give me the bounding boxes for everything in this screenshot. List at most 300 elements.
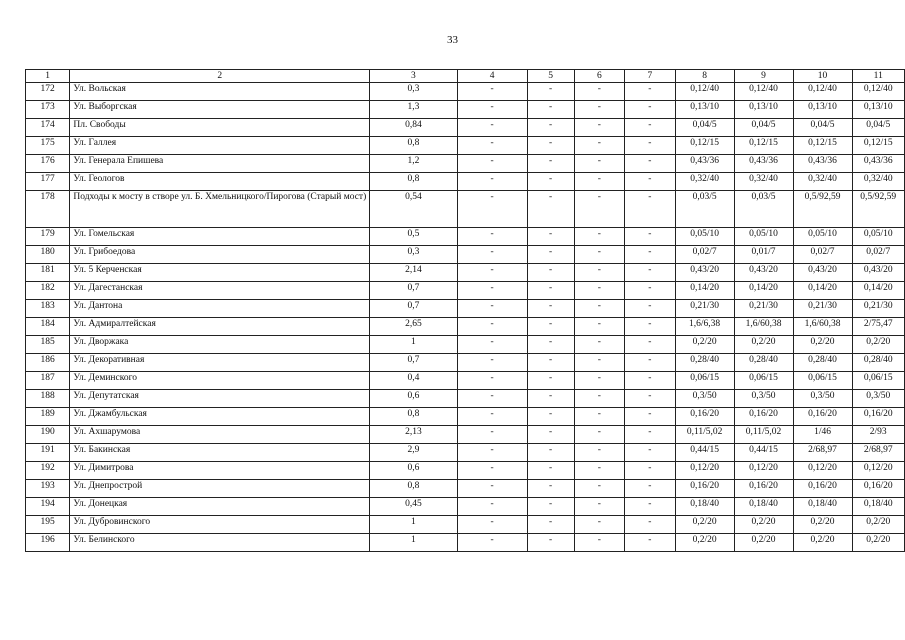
col10-cell: 2/68,97	[793, 444, 852, 462]
col11-cell: 0,04/5	[852, 119, 905, 137]
length-cell: 0,5	[370, 228, 457, 246]
col6-cell: -	[574, 516, 625, 534]
col11-cell: 0,14/20	[852, 282, 905, 300]
table-row	[26, 155, 905, 173]
col9-cell: 0,06/15	[734, 372, 793, 390]
column-header: 2	[70, 70, 370, 83]
col4-cell: -	[457, 228, 527, 246]
column-header: 9	[734, 70, 793, 83]
col9-cell: 0,01/7	[734, 246, 793, 264]
col9-cell: 0,16/20	[734, 480, 793, 498]
col10-cell: 0,2/20	[793, 516, 852, 534]
col4-cell: -	[457, 408, 527, 426]
col10-cell: 0,5/92,59	[793, 191, 852, 228]
row-number-cell: 174	[26, 119, 70, 137]
row-number-cell: 190	[26, 426, 70, 444]
col10-cell: 0,13/10	[793, 101, 852, 119]
length-cell: 0,4	[370, 372, 457, 390]
col10-cell: 0,12/20	[793, 462, 852, 480]
col7-cell: -	[625, 372, 676, 390]
col8-cell: 0,06/15	[675, 372, 734, 390]
col10-cell: 0,12/15	[793, 137, 852, 155]
col7-cell: -	[625, 480, 676, 498]
col8-cell: 0,2/20	[675, 534, 734, 552]
col6-cell: -	[574, 119, 625, 137]
col8-cell: 0,18/40	[675, 498, 734, 516]
row-number-cell: 195	[26, 516, 70, 534]
col6-cell: -	[574, 155, 625, 173]
col9-cell: 0,3/50	[734, 390, 793, 408]
col7-cell: -	[625, 534, 676, 552]
table-row	[26, 119, 905, 137]
col5-cell: -	[527, 516, 574, 534]
col5-cell: -	[527, 191, 574, 228]
row-number-cell: 196	[26, 534, 70, 552]
col11-cell: 0,43/20	[852, 264, 905, 282]
col6-cell: -	[574, 137, 625, 155]
length-cell: 2,9	[370, 444, 457, 462]
row-number-cell: 192	[26, 462, 70, 480]
col4-cell: -	[457, 534, 527, 552]
col10-cell: 0,2/20	[793, 534, 852, 552]
col6-cell: -	[574, 282, 625, 300]
col9-cell: 0,14/20	[734, 282, 793, 300]
col9-cell: 0,03/5	[734, 191, 793, 228]
col6-cell: -	[574, 300, 625, 318]
col7-cell: -	[625, 246, 676, 264]
col7-cell: -	[625, 498, 676, 516]
table-row	[26, 372, 905, 390]
col7-cell: -	[625, 101, 676, 119]
column-header: 11	[852, 70, 905, 83]
col4-cell: -	[457, 282, 527, 300]
street-name-cell: Ул. Адмиралтейская	[70, 318, 370, 336]
col10-cell: 0,05/10	[793, 228, 852, 246]
col4-cell: -	[457, 426, 527, 444]
col4-cell: -	[457, 155, 527, 173]
col9-cell: 0,12/40	[734, 83, 793, 101]
length-cell: 0,6	[370, 462, 457, 480]
col5-cell: -	[527, 462, 574, 480]
col10-cell: 0,21/30	[793, 300, 852, 318]
col6-cell: -	[574, 173, 625, 191]
length-cell: 0,84	[370, 119, 457, 137]
col10-cell: 1,6/60,38	[793, 318, 852, 336]
col4-cell: -	[457, 498, 527, 516]
col9-cell: 0,12/15	[734, 137, 793, 155]
col4-cell: -	[457, 101, 527, 119]
table-row	[26, 191, 905, 228]
row-number-cell: 183	[26, 300, 70, 318]
col11-cell: 0,3/50	[852, 390, 905, 408]
col4-cell: -	[457, 462, 527, 480]
street-name-cell: Ул. Грибоедова	[70, 246, 370, 264]
col11-cell: 0,16/20	[852, 408, 905, 426]
col5-cell: -	[527, 228, 574, 246]
col4-cell: -	[457, 137, 527, 155]
column-header: 1	[26, 70, 70, 83]
length-cell: 0,3	[370, 83, 457, 101]
col6-cell: -	[574, 336, 625, 354]
col11-cell: 0,12/40	[852, 83, 905, 101]
row-number-cell: 188	[26, 390, 70, 408]
street-name-cell: Ул. Бакинская	[70, 444, 370, 462]
table-row	[26, 228, 905, 246]
street-name-cell: Ул. Выборгская	[70, 101, 370, 119]
col7-cell: -	[625, 354, 676, 372]
col10-cell: 0,43/36	[793, 155, 852, 173]
street-name-cell: Ул. Гомельская	[70, 228, 370, 246]
col11-cell: 2/93	[852, 426, 905, 444]
col6-cell: -	[574, 83, 625, 101]
col6-cell: -	[574, 318, 625, 336]
col4-cell: -	[457, 480, 527, 498]
street-name-cell: Ул. Дантона	[70, 300, 370, 318]
page-number: 33	[447, 34, 458, 46]
table-row	[26, 137, 905, 155]
col7-cell: -	[625, 318, 676, 336]
column-header: 5	[527, 70, 574, 83]
col7-cell: -	[625, 444, 676, 462]
col11-cell: 2/75,47	[852, 318, 905, 336]
col11-cell: 0,13/10	[852, 101, 905, 119]
table-row	[26, 83, 905, 101]
col4-cell: -	[457, 516, 527, 534]
street-name-cell: Ул. Дагестанская	[70, 282, 370, 300]
col8-cell: 0,16/20	[675, 480, 734, 498]
col5-cell: -	[527, 498, 574, 516]
row-number-cell: 173	[26, 101, 70, 119]
row-number-cell: 187	[26, 372, 70, 390]
column-header: 6	[574, 70, 625, 83]
col11-cell: 0,06/15	[852, 372, 905, 390]
col9-cell: 0,13/10	[734, 101, 793, 119]
col5-cell: -	[527, 282, 574, 300]
length-cell: 0,6	[370, 390, 457, 408]
row-number-cell: 180	[26, 246, 70, 264]
table-row	[26, 498, 905, 516]
col6-cell: -	[574, 498, 625, 516]
col9-cell: 0,04/5	[734, 119, 793, 137]
row-number-cell: 178	[26, 191, 70, 228]
col6-cell: -	[574, 444, 625, 462]
col8-cell: 0,14/20	[675, 282, 734, 300]
street-name-cell: Ул. Деминского	[70, 372, 370, 390]
col7-cell: -	[625, 426, 676, 444]
col5-cell: -	[527, 408, 574, 426]
row-number-cell: 179	[26, 228, 70, 246]
col11-cell: 0,16/20	[852, 480, 905, 498]
length-cell: 0,8	[370, 137, 457, 155]
row-number-cell: 191	[26, 444, 70, 462]
length-cell: 1,3	[370, 101, 457, 119]
table-row	[26, 282, 905, 300]
length-cell: 2,65	[370, 318, 457, 336]
col10-cell: 0,14/20	[793, 282, 852, 300]
col4-cell: -	[457, 318, 527, 336]
col7-cell: -	[625, 137, 676, 155]
col11-cell: 0,12/20	[852, 462, 905, 480]
col11-cell: 0,18/40	[852, 498, 905, 516]
col5-cell: -	[527, 318, 574, 336]
col5-cell: -	[527, 390, 574, 408]
table-row	[26, 354, 905, 372]
table-row	[26, 336, 905, 354]
col5-cell: -	[527, 336, 574, 354]
col8-cell: 0,11/5,02	[675, 426, 734, 444]
col8-cell: 0,43/20	[675, 264, 734, 282]
table-row	[26, 426, 905, 444]
street-name-cell: Ул. Галлея	[70, 137, 370, 155]
col4-cell: -	[457, 372, 527, 390]
col10-cell: 0,43/20	[793, 264, 852, 282]
col10-cell: 0,16/20	[793, 408, 852, 426]
col11-cell: 0,2/20	[852, 336, 905, 354]
table-row	[26, 318, 905, 336]
col8-cell: 0,2/20	[675, 516, 734, 534]
col5-cell: -	[527, 155, 574, 173]
table-row	[26, 173, 905, 191]
col6-cell: -	[574, 372, 625, 390]
row-number-cell: 189	[26, 408, 70, 426]
row-number-cell: 184	[26, 318, 70, 336]
col9-cell: 0,18/40	[734, 498, 793, 516]
street-name-cell: Ул. Джамбульская	[70, 408, 370, 426]
col7-cell: -	[625, 228, 676, 246]
col11-cell: 0,12/15	[852, 137, 905, 155]
table-row	[26, 444, 905, 462]
col7-cell: -	[625, 408, 676, 426]
col4-cell: -	[457, 173, 527, 191]
table-row	[26, 390, 905, 408]
col11-cell: 0,2/20	[852, 534, 905, 552]
length-cell: 0,8	[370, 173, 457, 191]
col6-cell: -	[574, 101, 625, 119]
col7-cell: -	[625, 336, 676, 354]
col8-cell: 0,12/20	[675, 462, 734, 480]
street-name-cell: Подходы к мосту в створе ул. Б. Хмельницкого/Пирогова (Старый мост)	[70, 191, 370, 228]
col4-cell: -	[457, 390, 527, 408]
col8-cell: 0,44/15	[675, 444, 734, 462]
col7-cell: -	[625, 173, 676, 191]
col4-cell: -	[457, 300, 527, 318]
col6-cell: -	[574, 264, 625, 282]
col4-cell: -	[457, 119, 527, 137]
table-row	[26, 246, 905, 264]
street-name-cell: Ул. Генерала Епишева	[70, 155, 370, 173]
col4-cell: -	[457, 444, 527, 462]
length-cell: 0,45	[370, 498, 457, 516]
col10-cell: 0,3/50	[793, 390, 852, 408]
col10-cell: 0,12/40	[793, 83, 852, 101]
col6-cell: -	[574, 426, 625, 444]
column-header: 8	[675, 70, 734, 83]
col8-cell: 0,3/50	[675, 390, 734, 408]
header-row	[26, 70, 905, 83]
column-header: 4	[457, 70, 527, 83]
col10-cell: 0,28/40	[793, 354, 852, 372]
length-cell: 0,7	[370, 300, 457, 318]
street-name-cell: Ул. Белинского	[70, 534, 370, 552]
col11-cell: 0,5/92,59	[852, 191, 905, 228]
street-name-cell: Ул. Ахшарумова	[70, 426, 370, 444]
col10-cell: 0,06/15	[793, 372, 852, 390]
col9-cell: 0,43/36	[734, 155, 793, 173]
col9-cell: 0,2/20	[734, 336, 793, 354]
col8-cell: 0,32/40	[675, 173, 734, 191]
length-cell: 2,13	[370, 426, 457, 444]
col7-cell: -	[625, 264, 676, 282]
col6-cell: -	[574, 228, 625, 246]
street-name-cell: Ул. Геологов	[70, 173, 370, 191]
col5-cell: -	[527, 480, 574, 498]
col8-cell: 0,04/5	[675, 119, 734, 137]
table-row	[26, 462, 905, 480]
col11-cell: 0,32/40	[852, 173, 905, 191]
col7-cell: -	[625, 155, 676, 173]
col8-cell: 0,21/30	[675, 300, 734, 318]
col6-cell: -	[574, 246, 625, 264]
street-name-cell: Ул. Димитрова	[70, 462, 370, 480]
row-number-cell: 185	[26, 336, 70, 354]
col5-cell: -	[527, 119, 574, 137]
col6-cell: -	[574, 462, 625, 480]
table-row	[26, 300, 905, 318]
length-cell: 1	[370, 516, 457, 534]
length-cell: 0,7	[370, 282, 457, 300]
col5-cell: -	[527, 426, 574, 444]
col8-cell: 1,6/6,38	[675, 318, 734, 336]
col5-cell: -	[527, 444, 574, 462]
length-cell: 1	[370, 336, 457, 354]
col5-cell: -	[527, 534, 574, 552]
col8-cell: 0,43/36	[675, 155, 734, 173]
col4-cell: -	[457, 83, 527, 101]
col5-cell: -	[527, 173, 574, 191]
col10-cell: 0,18/40	[793, 498, 852, 516]
col8-cell: 0,13/10	[675, 101, 734, 119]
col7-cell: -	[625, 119, 676, 137]
col10-cell: 0,16/20	[793, 480, 852, 498]
col9-cell: 0,2/20	[734, 534, 793, 552]
length-cell: 0,8	[370, 480, 457, 498]
col9-cell: 0,43/20	[734, 264, 793, 282]
col6-cell: -	[574, 408, 625, 426]
col5-cell: -	[527, 300, 574, 318]
col4-cell: -	[457, 336, 527, 354]
col9-cell: 0,32/40	[734, 173, 793, 191]
row-number-cell: 194	[26, 498, 70, 516]
col5-cell: -	[527, 137, 574, 155]
table-row	[26, 264, 905, 282]
street-name-cell: Ул. Вольская	[70, 83, 370, 101]
length-cell: 1	[370, 534, 457, 552]
table-row	[26, 480, 905, 498]
col9-cell: 0,28/40	[734, 354, 793, 372]
col9-cell: 0,11/5,02	[734, 426, 793, 444]
col9-cell: 0,05/10	[734, 228, 793, 246]
col5-cell: -	[527, 101, 574, 119]
column-header: 7	[625, 70, 676, 83]
col7-cell: -	[625, 516, 676, 534]
row-number-cell: 176	[26, 155, 70, 173]
col7-cell: -	[625, 390, 676, 408]
street-name-cell: Ул. 5 Керченская	[70, 264, 370, 282]
table-row	[26, 534, 905, 552]
row-number-cell: 181	[26, 264, 70, 282]
col10-cell: 0,04/5	[793, 119, 852, 137]
length-cell: 0,7	[370, 354, 457, 372]
col6-cell: -	[574, 480, 625, 498]
col10-cell: 0,32/40	[793, 173, 852, 191]
length-cell: 0,8	[370, 408, 457, 426]
col11-cell: 0,05/10	[852, 228, 905, 246]
col6-cell: -	[574, 191, 625, 228]
col8-cell: 0,2/20	[675, 336, 734, 354]
col6-cell: -	[574, 390, 625, 408]
col9-cell: 0,16/20	[734, 408, 793, 426]
col5-cell: -	[527, 354, 574, 372]
col11-cell: 0,21/30	[852, 300, 905, 318]
col10-cell: 0,02/7	[793, 246, 852, 264]
col7-cell: -	[625, 300, 676, 318]
col8-cell: 0,28/40	[675, 354, 734, 372]
col11-cell: 0,02/7	[852, 246, 905, 264]
col8-cell: 0,12/40	[675, 83, 734, 101]
col5-cell: -	[527, 83, 574, 101]
street-name-cell: Ул. Депутатская	[70, 390, 370, 408]
col9-cell: 0,2/20	[734, 516, 793, 534]
column-header: 10	[793, 70, 852, 83]
col5-cell: -	[527, 264, 574, 282]
table-body	[26, 83, 905, 552]
length-cell: 0,3	[370, 246, 457, 264]
row-number-cell: 193	[26, 480, 70, 498]
column-header: 3	[370, 70, 457, 83]
col7-cell: -	[625, 83, 676, 101]
col7-cell: -	[625, 282, 676, 300]
table-row	[26, 101, 905, 119]
col8-cell: 0,05/10	[675, 228, 734, 246]
length-cell: 0,54	[370, 191, 457, 228]
table-row	[26, 516, 905, 534]
col7-cell: -	[625, 191, 676, 228]
col11-cell: 2/68,97	[852, 444, 905, 462]
table-row	[26, 408, 905, 426]
col9-cell: 0,44/15	[734, 444, 793, 462]
col5-cell: -	[527, 372, 574, 390]
row-number-cell: 186	[26, 354, 70, 372]
col9-cell: 0,12/20	[734, 462, 793, 480]
col6-cell: -	[574, 534, 625, 552]
col11-cell: 0,2/20	[852, 516, 905, 534]
row-number-cell: 175	[26, 137, 70, 155]
col9-cell: 1,6/60,38	[734, 318, 793, 336]
col9-cell: 0,21/30	[734, 300, 793, 318]
col4-cell: -	[457, 354, 527, 372]
col10-cell: 0,2/20	[793, 336, 852, 354]
col8-cell: 0,12/15	[675, 137, 734, 155]
col8-cell: 0,02/7	[675, 246, 734, 264]
street-name-cell: Ул. Днепрострой	[70, 480, 370, 498]
col8-cell: 0,16/20	[675, 408, 734, 426]
col4-cell: -	[457, 246, 527, 264]
col11-cell: 0,43/36	[852, 155, 905, 173]
col11-cell: 0,28/40	[852, 354, 905, 372]
street-name-cell: Ул. Дворжака	[70, 336, 370, 354]
length-cell: 2,14	[370, 264, 457, 282]
street-name-cell: Ул. Декоративная	[70, 354, 370, 372]
